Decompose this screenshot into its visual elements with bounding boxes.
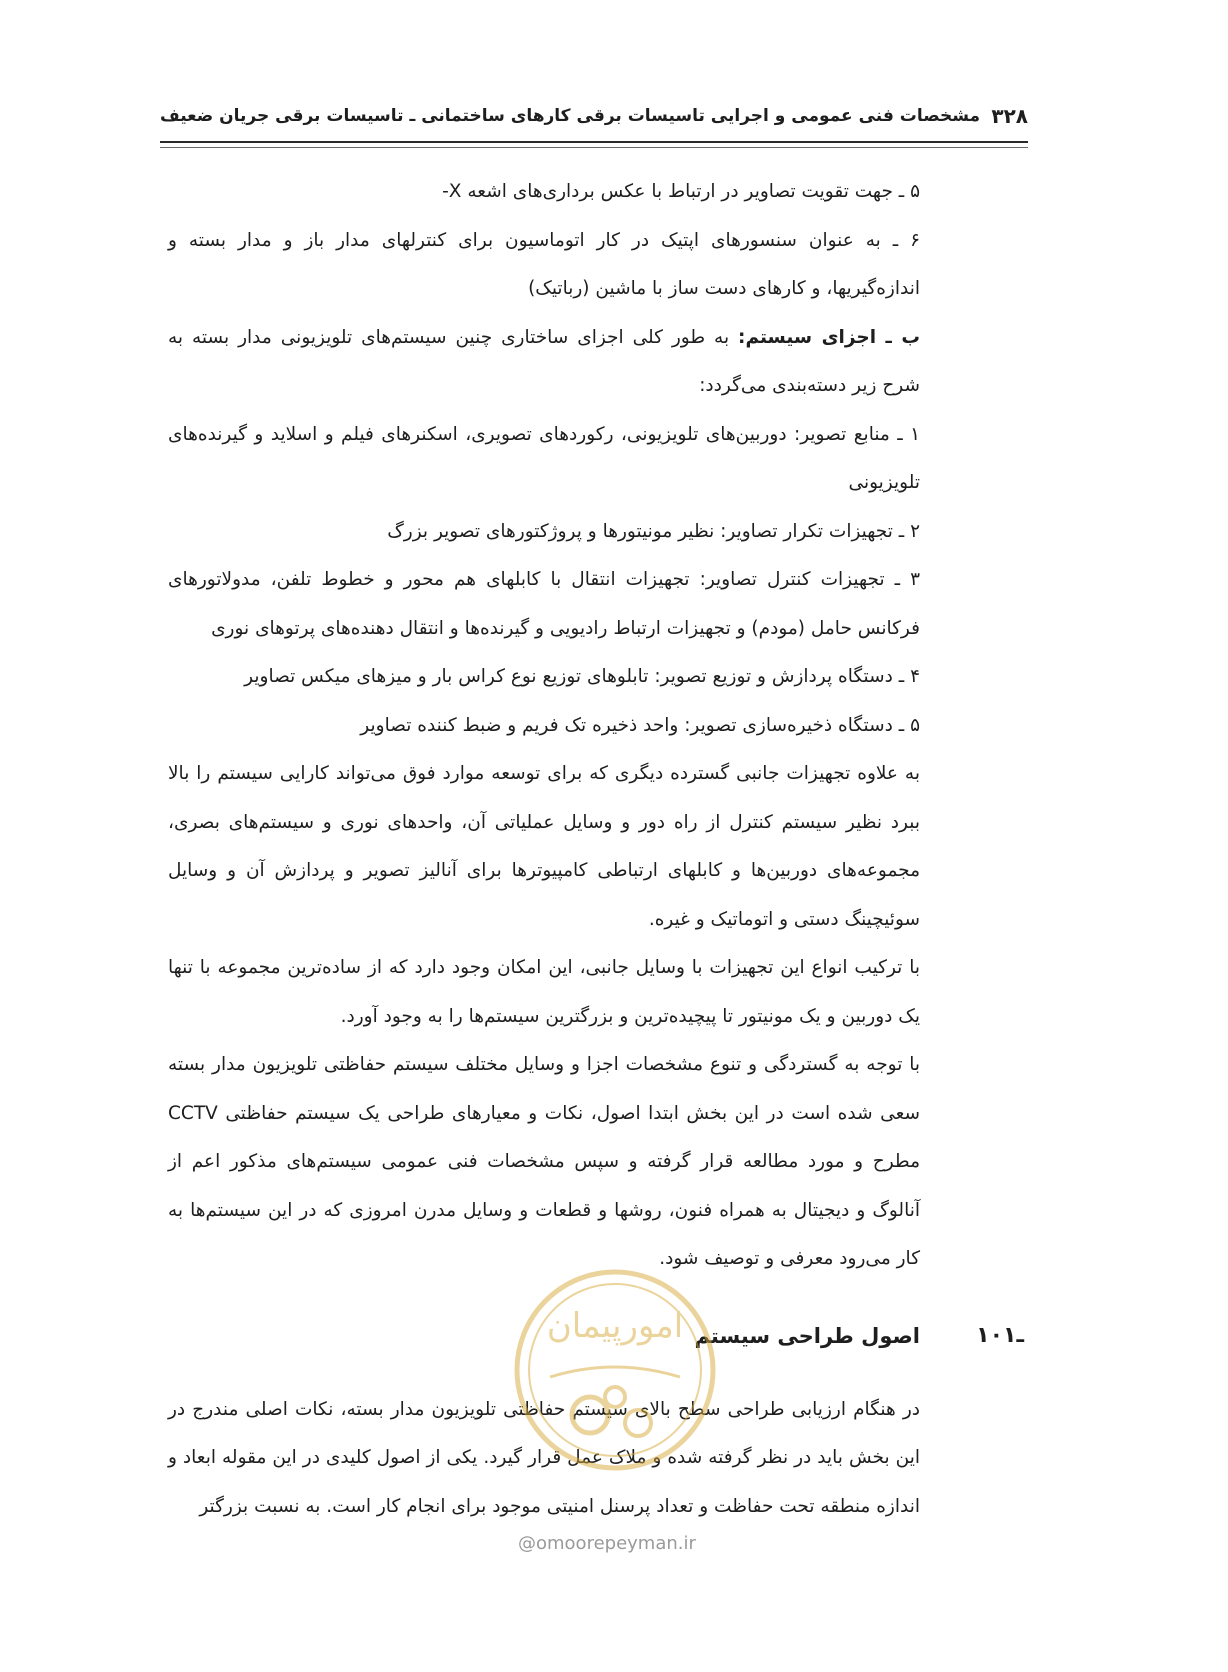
body-paragraph: با ترکیب انواع این تجهیزات با وسایل جانبی، این امکان وجود دارد که از ساده‌ترین مجموعه با تنها یک دوربین و یک مونیتور تا پیچیده‌ترین و بزرگترین سیستم‌ها را به وجود آورد. — [168, 957, 920, 1027]
section-title: اصول طراحی سیستم — [694, 1323, 920, 1348]
component-item: ۱ ـ منابع تصویر: دوربین‌های تلویزیونی، رکوردهای تصویری، اسکنرهای فیلم و اسلاید و گیرنده‌های تلویزیونی — [168, 423, 920, 493]
header-rule-thin — [160, 147, 1028, 148]
list-item: ۵ ـ جهت تقویت تصاویر در ارتباط با عکس برداری‌های اشعه X- — [442, 181, 920, 202]
body-paragraph: با توجه به گستردگی و تنوع مشخصات اجزا و وسایل مختلف سیستم حفاظتی تلویزیون مدار بسته سعی شده است در این بخش ابتدا اصول، نکات و معیارهای طراحی یک سیستم حفاظتی CCTV مطرح و مورد مطالعه قرار گرفته و سپس مشخصات فنی عمومی سیستم‌های مذکور اعم از آنالوگ و دیجیتال به همراه فنون، روشها و قطعات و وسایل مدرن امروزی که در این سیستم‌ها به کار می‌رود معرفی و توصیف شود. — [168, 1054, 920, 1269]
list-item: ۶ ـ به عنوان سنسورهای اپتیک در کار اتوماسیون برای کنترلهای مدار باز و مدار بسته و اندازه‌گیریها، و کارهای دست ساز با ماشین (رباتیک) — [168, 229, 920, 299]
component-item: ۲ ـ تجهیزات تکرار تصاویر: نظیر مونیتورها و پروژکتورهای تصویر بزرگ — [387, 520, 920, 542]
running-title: مشخصات فنی عمومی و اجرایی تاسیسات برقی کارهای ساختمانی ـ تاسیسات برقی جریان ضعیف — [160, 106, 981, 126]
body-paragraph: در هنگام ارزیابی طراحی سطح بالای سیستم حفاظتی تلویزیون مدار بسته، نکات اصلی مندرج در این بخش باید در نظر گرفته شده و ملاک عمل قرار گیرد. یکی از اصول کلیدی در این مقوله ابعاد و اندازه منطقه تحت حفاظت و تعداد پرسنل امنیتی موجود برای انجام کار است. به نسبت بزرگتر — [168, 1398, 920, 1517]
component-item: ۵ ـ دستگاه ذخیره‌سازی تصویر: واحد ذخیره تک فریم و ضبط کننده تصاویر — [360, 714, 920, 736]
page-number: ۳۲۸ — [991, 104, 1028, 128]
watermark-logo-icon — [510, 1265, 720, 1475]
section-number: ۱۰ـ۱ — [976, 1322, 1024, 1348]
watermark-logo-text: امورپیمان — [546, 1306, 684, 1346]
section-b-paragraph — [168, 314, 920, 411]
section-b-text: به طور کلی اجزای ساختاری چنین سیستم‌های تلویزیونی مدار بسته به شرح زیر دسته‌بندی می‌گردد: — [168, 326, 920, 396]
component-item: ۳ ـ تجهیزات کنترل تصاویر: تجهیزات انتقال با کابلهای هم محور و خطوط تلفن، مدولاتورهای فرکانس حامل (مودم) و تجهیزات ارتباط رادیویی و گیرنده‌ها و انتقال دهنده‌های پرتوهای نوری — [168, 569, 920, 639]
header-rule — [160, 141, 1028, 143]
section-b-lead: ب ـ اجزای سیستم: — [738, 326, 920, 348]
watermark-site: @omoorepeyman.ir — [518, 1533, 696, 1554]
component-item: ۴ ـ دستگاه پردازش و توزیع تصویر: تابلوهای توزیع نوع کراس بار و میزهای میکس تصاویر — [244, 666, 920, 687]
page-header — [160, 104, 1028, 142]
body-paragraph: به علاوه تجهیزات جانبی گسترده دیگری که برای توسعه موارد فوق می‌تواند کارایی سیستم را بالا ببرد نظیر سیستم کنترل از راه دور و وسایل عملیاتی آن، واحدهای نوری و سیستم‌های بصری، مجموعه‌های دوربین‌ها و کابلهای ارتباطی کامپیوترها برای آنالیز تصویر و پردازش آن و وسایل سوئیچینگ دستی و اتوماتیک و غیره. — [168, 763, 920, 930]
